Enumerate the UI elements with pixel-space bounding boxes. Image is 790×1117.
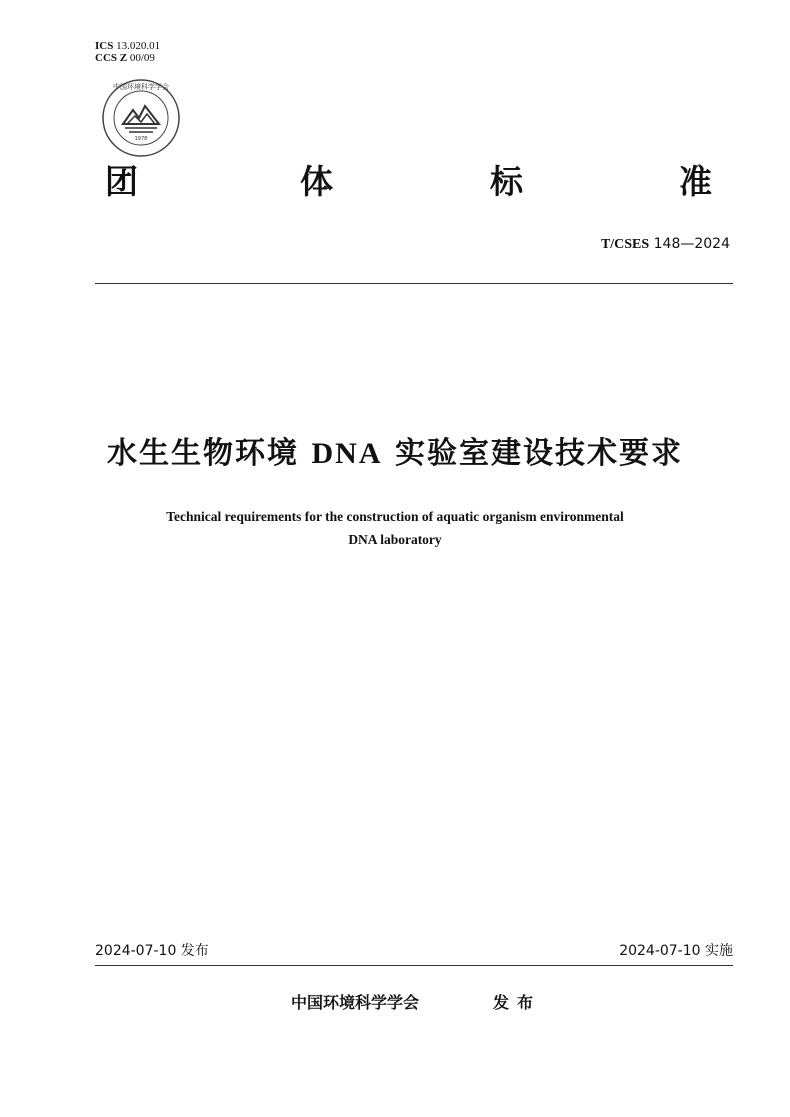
standard-type-heading [95, 162, 725, 206]
ics-code: 13.020.01 [116, 40, 161, 52]
ccs-letter: Z [119, 52, 128, 64]
publisher-label: 发布 [493, 993, 542, 1012]
title-english [0, 505, 790, 551]
standard-number-value: 148—2024 [653, 236, 730, 252]
ics-prefix: ICS [95, 40, 114, 52]
ccs-prefix: CCS [95, 52, 118, 64]
title-cn-part1: 水生生物环境 [107, 436, 300, 471]
publisher-name: 中国环境科学学会 [291, 993, 420, 1012]
standard-type-char: 准 [679, 162, 712, 201]
standard-type-char: 体 [300, 162, 333, 201]
issue-date: 2024-07-10 发布 [95, 943, 209, 959]
title-chinese [0, 428, 790, 472]
title-en-line2: DNA laboratory [348, 532, 442, 547]
implement-date: 2024-07-10 实施 [619, 943, 733, 959]
society-seal-logo [101, 78, 181, 158]
svg-text:1978: 1978 [134, 136, 148, 142]
seal-graphic [101, 78, 181, 158]
classification-codes [95, 40, 160, 64]
svg-text:中国环境科学学会: 中国环境科学学会 [113, 83, 169, 91]
standard-number-prefix: T/CSES [600, 237, 650, 252]
header-divider [95, 283, 733, 284]
standard-number [601, 236, 730, 253]
title-en-line1: Technical requirements for the construction of aquatic organism environmental [166, 509, 624, 524]
ccs-line [95, 52, 160, 64]
standard-type-char: 标 [490, 162, 523, 201]
title-cn-part2: 实验室建设技术要求 [394, 436, 683, 471]
footer-divider [95, 965, 733, 966]
standard-type-char: 团 [105, 162, 138, 201]
ics-line [95, 40, 160, 52]
title-cn-latin: DNA [311, 437, 383, 470]
ccs-code: 00/09 [129, 52, 155, 64]
